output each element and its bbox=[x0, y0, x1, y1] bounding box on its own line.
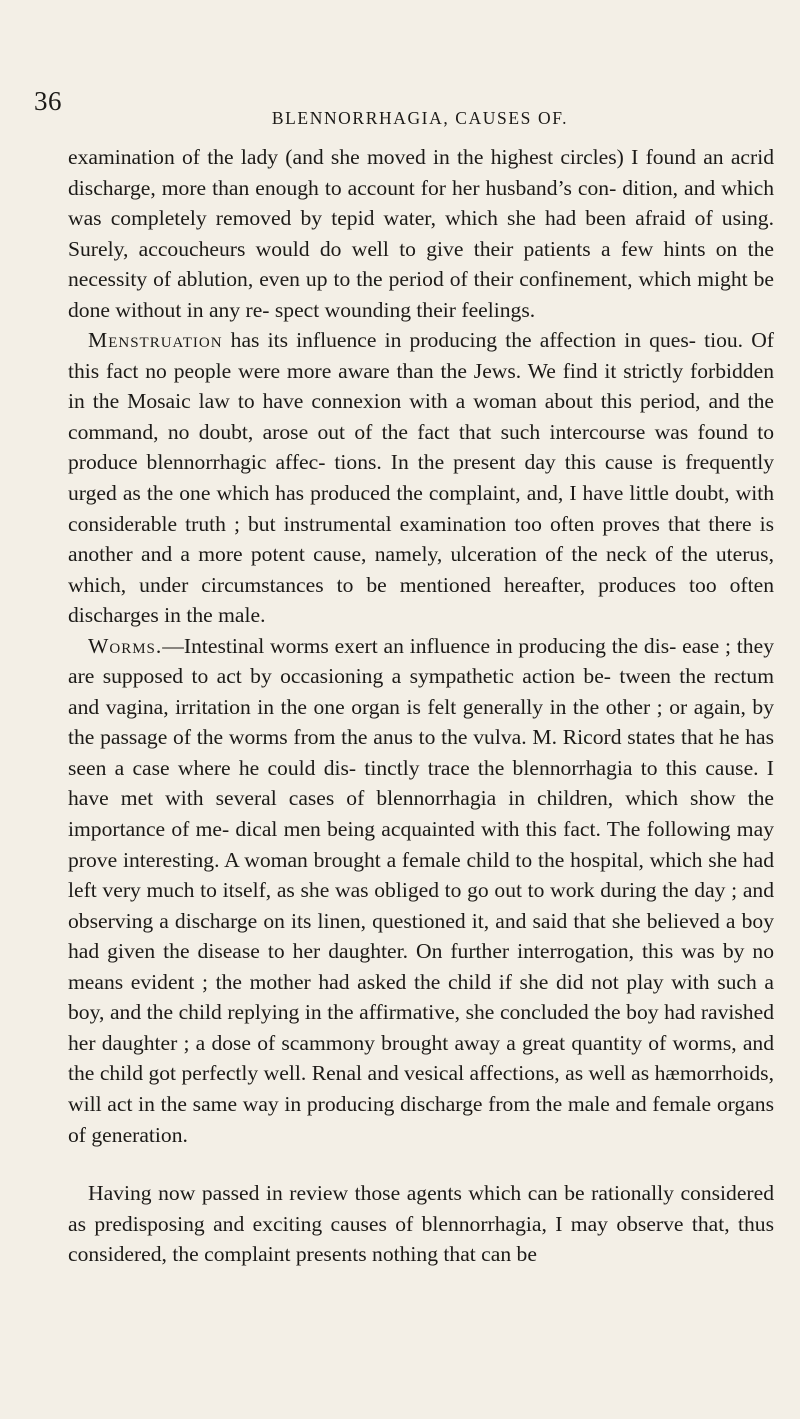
page-number: 36 bbox=[34, 86, 62, 116]
paragraph-text: has its influence in producing the affection in ques- tiou. Of this fact no people were more aware than the Jews. We find it strictly forbidden in the Mosaic law to have connexion with a woman about this period, and the command, no doubt, arose out of the fact that such intercourse was found to produce blennorrhagic affec- tions. In the present day this cause is frequently urged as the one which has produced the complaint, and, I have little doubt, with considerable truth ; but instrumental examination too often proves that there is another and a more potent cause, namely, ulceration of the neck of the uterus, which, under circumstances to be mentioned hereafter, produces too often discharges in the male. bbox=[68, 328, 774, 628]
paragraph-gap bbox=[68, 1150, 774, 1178]
paragraph-menstruation bbox=[68, 325, 774, 630]
section-lead-worms: Worms. bbox=[88, 633, 163, 658]
body-text bbox=[68, 142, 774, 1270]
paragraph-worms bbox=[68, 631, 774, 1150]
paragraph-ablution bbox=[68, 142, 774, 325]
paragraph-text: —Intestinal worms exert an influence in producing the dis- ease ; they are supposed to act by occasioning a sympathetic action be- tween the rectum and vagina, irritation in the one organ is felt generally in the other ; or again, by the passage of the worms from the anus to the vulva. M. Ricord states that he has seen a case where he could dis- tinctly trace the blennorrhagia to this cause. I have met with several cases of blennorrhagia in children, which show the importance of me- dical men being acquainted with this fact. The following may prove interesting. A woman brought a female child to the hospital, which she had left very much to itself, as she was obliged to go out to work during the day ; and observing a discharge on its linen, questioned it, and said that she believed a boy had given the disease to her daughter. On further interrogation, this was by no means evident ; the mother had asked the child if she did not play with such a boy, and the child replying in the affirmative, she concluded the boy had ravished her daughter ; a dose of scammony brought away a great quantity of worms, and the child got perfectly well. Renal and vesical affections, as well as hæmorrhoids, will act in the same way in producing discharge from the male and female organs of generation. bbox=[68, 633, 774, 1147]
paragraph-text: examination of the lady (and she moved in the highest circles) I found an acrid discharge, more than enough to account for her husband’s con- dition, and which was completely removed by tepid water, which she had been afraid of using. Surely, accoucheurs would do well to give their patients a few hints on the necessity of ablution, even up to the period of their confinement, which might be done without in any re- spect wounding their feelings. bbox=[68, 145, 774, 322]
section-lead-menstruation: Menstruation bbox=[88, 328, 223, 353]
paragraph-summary bbox=[68, 1178, 774, 1270]
running-head: BLENNORRHAGIA, CAUSES OF. bbox=[271, 108, 569, 128]
paragraph-text: Having now passed in review those agents which can be rationally considered as predisposing and exciting causes of blennorrhagia, I may observe that, thus considered, the complaint presents nothing that can be bbox=[68, 1181, 774, 1267]
